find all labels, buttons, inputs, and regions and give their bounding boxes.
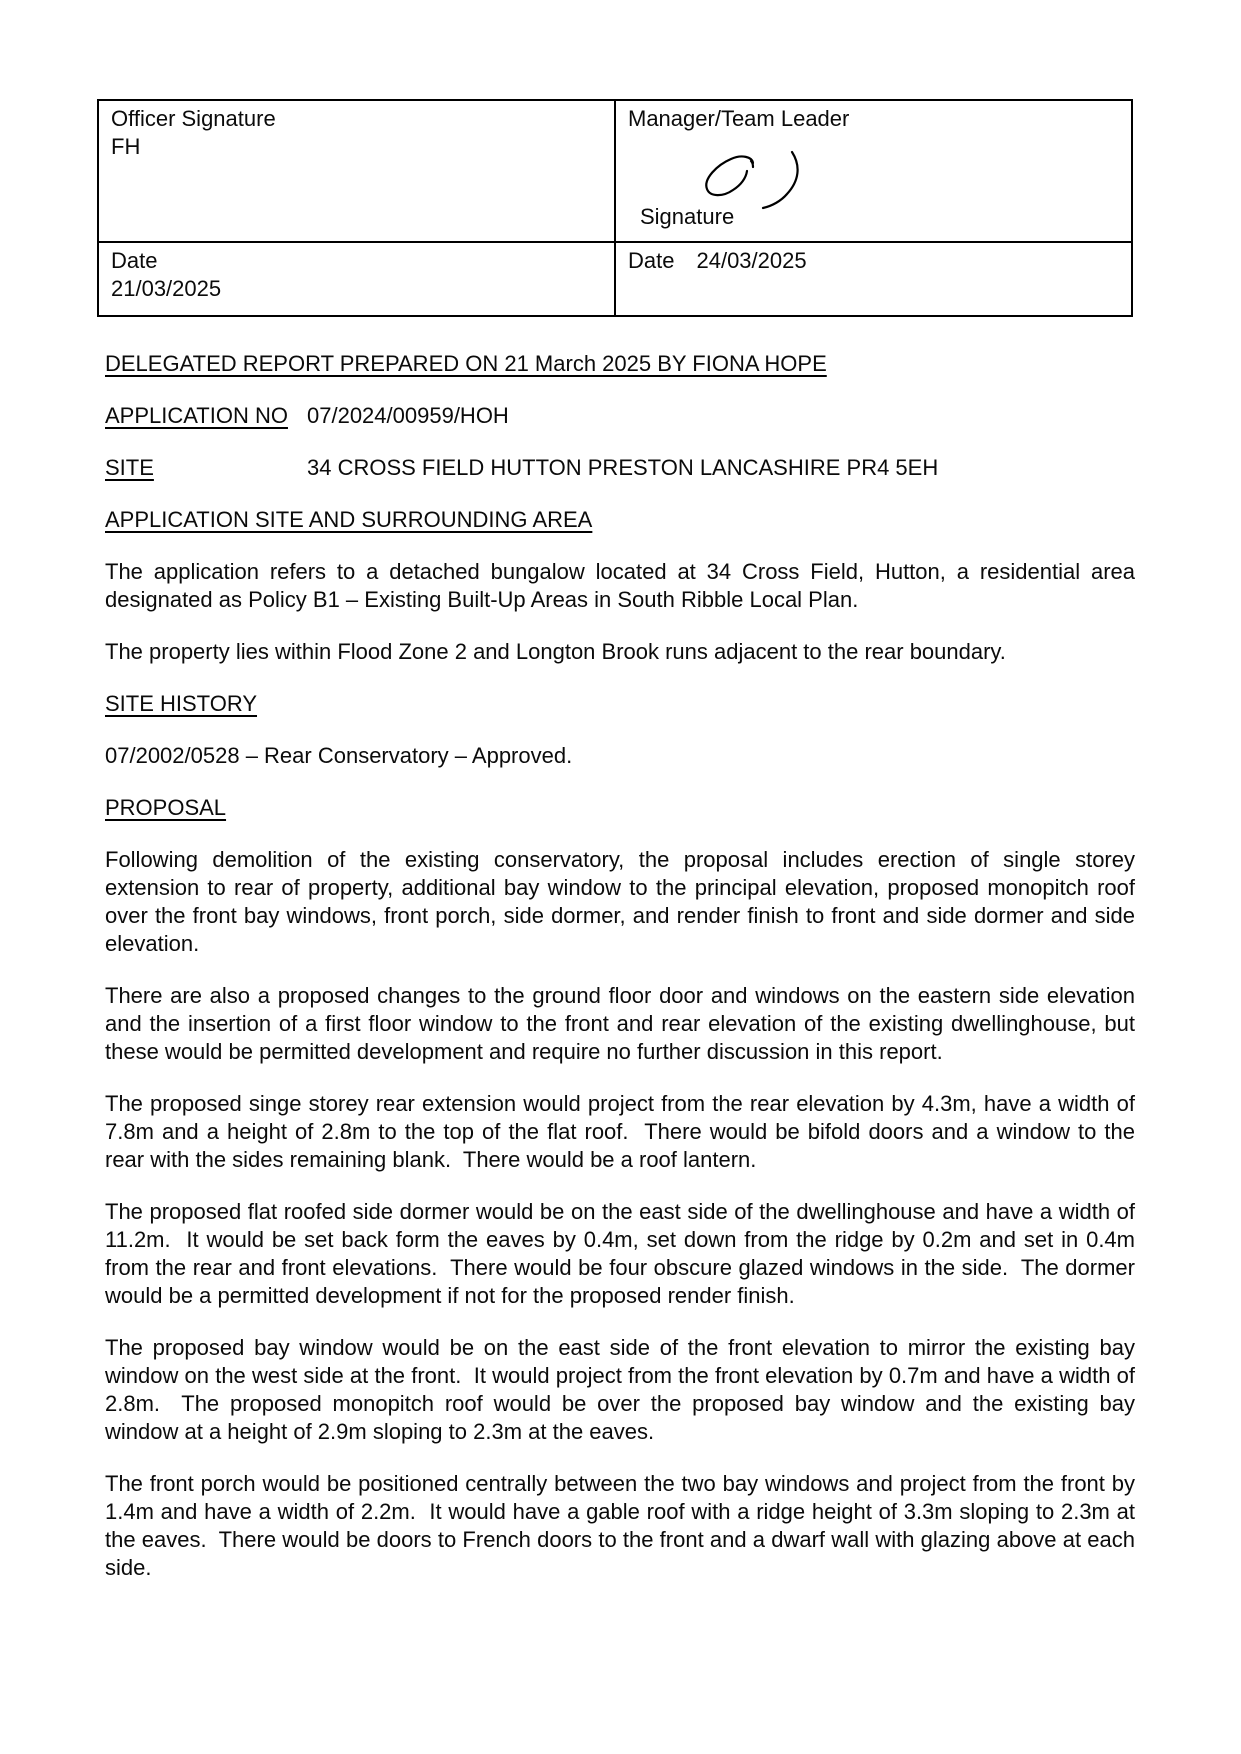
paragraph-side-dormer: The proposed flat roofed side dormer would be on the east side of the dwellinghouse and have a width of 11.2m. It would be set back form the eaves by 0.4m, set down from the ridge by 0.2m and set in 0.4m from the rear and front elevations. There would be four obscure glazed windows in the side. The dormer would be a permitted development if not for the proposed render finish.	[105, 1199, 1142, 1308]
officer-date-label: Date	[111, 248, 158, 273]
officer-initials: FH	[111, 134, 141, 159]
manager-date-cell	[615, 242, 1132, 316]
application-no-value: 07/2024/00959/HOH	[307, 403, 509, 428]
surrounding-area-heading-row	[105, 506, 1135, 534]
manager-date-value: 24/03/2025	[696, 248, 807, 273]
manager-date-label: Date	[628, 248, 675, 273]
application-no-label: APPLICATION NO	[105, 403, 288, 428]
signature-table-row-signatures	[98, 100, 1132, 242]
paragraph-application-refers: The application refers to a detached bungalow located at 34 Cross Field, Hutton, a residential area designated as Policy B1 – Existing Built-Up Areas in South Ribble Local Plan.	[105, 559, 1142, 612]
officer-signature-label: Officer Signature	[111, 106, 276, 131]
paragraph-front-porch: The front porch would be positioned centrally between the two bay windows and project from the front by 1.4m and have a width of 2.2m. It would have a gable roof with a ridge height of 3.3m sloping to 2.3m at the eaves. There would be doors to French doors to the front and a dwarf wall with glazing above at each side.	[105, 1471, 1142, 1580]
site-history-heading: SITE HISTORY	[105, 691, 258, 716]
application-no-row	[105, 402, 1135, 430]
officer-signature-cell	[98, 100, 615, 242]
report-title: DELEGATED REPORT PREPARED ON 21 March 2025 BY FIONA HOPE	[105, 351, 827, 376]
manager-label: Manager/Team Leader	[628, 106, 850, 131]
manager-signature-label: Signature	[640, 204, 735, 229]
site-history-entry: 07/2002/0528 – Rear Conservatory – Approved.	[105, 743, 573, 768]
proposal-heading: PROPOSAL	[105, 795, 227, 820]
site-history-heading-row	[105, 690, 1135, 718]
site-label: SITE	[105, 455, 154, 480]
paragraph-rear-extension: The proposed singe storey rear extension would project from the rear elevation by 4.3m, have a width of 7.8m and a height of 2.8m to the top of the flat roof. There would be bifold doors and a window to the rear with the sides remaining blank. There would be a roof lantern.	[105, 1091, 1142, 1172]
proposal-heading-row	[105, 794, 1135, 822]
officer-date-value: 21/03/2025	[111, 276, 222, 301]
paragraph-proposed-changes: There are also a proposed changes to the ground floor door and windows on the eastern side elevation and the insertion of a first floor window to the front and rear elevation of the existing dwellinghouse, but these would be permitted development and require no further discussion in this report.	[105, 983, 1142, 1064]
report-title-row	[105, 350, 1135, 378]
signature-table-row-dates	[98, 242, 1132, 316]
paragraph-following-demolition: Following demolition of the existing conservatory, the proposal includes erection of single storey extension to rear of property, additional bay window to the principal elevation, proposed monopitch roof over the front bay windows, front porch, side dormer, and render finish to front and side dormer and side elevation.	[105, 847, 1142, 956]
paragraph-bay-window: The proposed bay window would be on the east side of the front elevation to mirror the existing bay window on the west side at the front. It would project from the front elevation by 0.7m and have a width of 2.8m. The proposed monopitch roof would be over the proposed bay window and the existing bay window at a height of 2.9m sloping to 2.3m at the eaves.	[105, 1335, 1142, 1444]
manager-cell	[615, 100, 1132, 242]
officer-date-cell	[98, 242, 615, 316]
paragraph-flood-zone: The property lies within Flood Zone 2 and Longton Brook runs adjacent to the rear boundary.	[105, 639, 1006, 664]
site-row	[105, 454, 1135, 482]
signature-table	[97, 99, 1133, 317]
surrounding-area-heading: APPLICATION SITE AND SURROUNDING AREA	[105, 507, 593, 532]
site-value: 34 CROSS FIELD HUTTON PRESTON LANCASHIRE PR4 5EH	[307, 455, 939, 480]
